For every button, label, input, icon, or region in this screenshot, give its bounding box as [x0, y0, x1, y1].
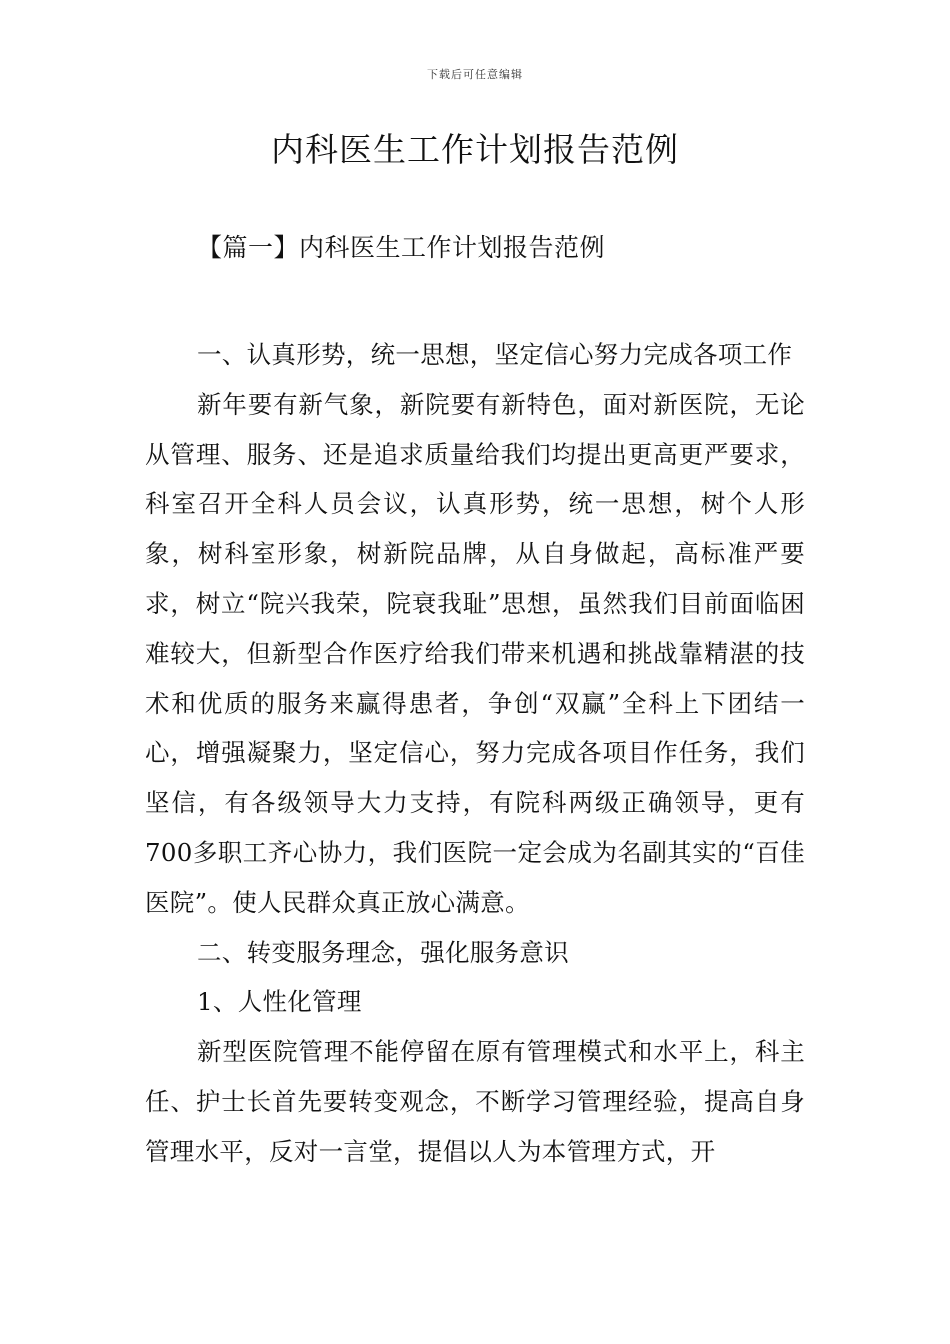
paragraph-body-2: 新型医院管理不能停留在原有管理模式和水平上，科主任、护士长首先要转变观念，不断学习管理经验，提高自身管理水平，反对一言堂，提倡以人为本管理方式，开: [145, 1037, 805, 1166]
section-heading: 【篇一】内科医生工作计划报告范例: [197, 233, 606, 262]
paragraph-subheading-1: 1、人性化管理: [197, 987, 362, 1017]
header-note: 下载后可任意编辑: [427, 68, 523, 81]
paragraph-heading-2: 二、转变服务理念，强化服务意识: [197, 937, 569, 967]
document-title: 内科医生工作计划报告范例: [271, 130, 679, 169]
paragraph-heading-1: 一、认真形势，统一思想，坚定信心努力完成各项工作: [197, 340, 793, 369]
paragraph-body-1: 新年要有新气象，新院要有新特色，面对新医院，无论从管理、服务、还是追求质量给我们均提出更高更严要求，科室召开全科人员会议，认真形势，统一思想，树个人形象，树科室形象，树新院品牌，从自身做起，高标准严要求，树立“院兴我荣，院衰我耻”思想，虽然我们目前面临困难较大，但新型合作医疗给我们带来机遇和挑战靠精湛的技术和优质的服务来赢得患者，争创“双赢”全科上下团结一心，增强凝聚力，坚定信心，努力完成各项目作任务，我们坚信，有各级领导大力支持，有院科两级正确领导，更有700多职工齐心协力，我们医院一定会成为名副其实的“百佳医院”。使人民群众真正放心满意。: [145, 389, 805, 917]
body-text: [145, 330, 805, 1177]
